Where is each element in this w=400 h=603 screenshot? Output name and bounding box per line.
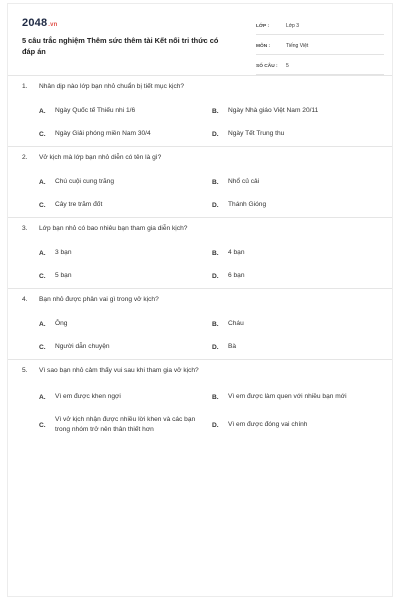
option-letter: A. <box>39 393 46 401</box>
option-text: Ngày Tết Trung thu <box>228 130 285 137</box>
option-text: Người dẫn chuyện <box>55 343 110 350</box>
option-letter: D. <box>212 272 219 280</box>
option-letter: D. <box>212 130 219 138</box>
option-letter: B. <box>212 107 219 115</box>
option-text: 3 bạn <box>55 249 72 256</box>
option-letter: B. <box>212 178 219 186</box>
meta-value: Tiếng Việt <box>286 43 309 49</box>
option-b[interactable] <box>212 248 382 258</box>
option-d[interactable] <box>212 342 382 352</box>
divider <box>8 288 392 289</box>
option-letter: A. <box>39 249 46 257</box>
question-text <box>22 152 378 164</box>
question-2 <box>22 152 378 209</box>
option-letter: C. <box>39 272 46 280</box>
option-text: Vì em được khen ngợi <box>55 393 121 400</box>
option-text: Vì em được làm quen với nhiều bạn mới <box>228 393 347 400</box>
option-text: Cây tre trăm đốt <box>55 201 103 208</box>
option-text: 6 bạn <box>228 272 245 279</box>
divider <box>8 146 392 147</box>
option-b[interactable] <box>212 177 382 187</box>
option-text: Cháu <box>228 320 244 327</box>
site-logo[interactable] <box>22 17 58 29</box>
option-text: 5 bạn <box>55 272 72 279</box>
option-text: Ngày Giải phóng miền Nam 30/4 <box>55 130 151 137</box>
option-c[interactable] <box>39 129 209 139</box>
question-4 <box>22 294 378 351</box>
logo-text: 2048 <box>22 17 48 29</box>
question-number: 5. <box>22 367 28 374</box>
document-title: 5 câu trắc nghiệm Thêm sức thêm tài Kết nối tri thức có đáp án <box>22 36 219 56</box>
option-a[interactable] <box>39 106 209 116</box>
option-text: Bà <box>228 343 237 350</box>
question-number: 3. <box>22 225 28 232</box>
option-text: Nhổ củ cải <box>228 178 260 185</box>
question-text <box>22 223 378 235</box>
question-3 <box>22 223 378 280</box>
option-letter: C. <box>39 343 46 351</box>
question-5 <box>22 365 378 433</box>
question-prompt: Lớp bạn nhỏ có bao nhiêu bạn tham gia diễn kịch? <box>39 225 188 232</box>
question-prompt: Vở kịch mà lớp bạn nhỏ diễn có tên là gì? <box>39 154 162 161</box>
option-letter: A. <box>39 320 46 328</box>
meta-subject <box>256 38 384 55</box>
meta-label: LỚP : <box>256 23 270 29</box>
option-c[interactable] <box>39 342 209 352</box>
question-prompt: Nhân dịp nào lớp bạn nhỏ chuẩn bị tiết mục kịch? <box>39 83 185 90</box>
option-text: Chú cuội cung trăng <box>55 178 115 185</box>
divider <box>8 217 392 218</box>
divider <box>8 359 392 360</box>
option-text: 4 bạn <box>228 249 245 256</box>
option-letter: D. <box>212 343 219 351</box>
meta-label: MÔN : <box>256 43 271 49</box>
option-c[interactable] <box>39 415 199 435</box>
question-number: 2. <box>22 154 28 161</box>
meta-grade <box>256 18 384 35</box>
question-number: 1. <box>22 83 28 90</box>
option-text: Ngày Nhà giáo Việt Nam 20/11 <box>228 107 319 114</box>
option-text: Vì vở kịch nhận được nhiều lời khen và các bạn trong nhóm trở nên thân thiết hơn <box>55 416 196 433</box>
option-text: Thánh Gióng <box>228 201 267 208</box>
option-letter: A. <box>39 107 46 115</box>
option-letter: D. <box>212 421 219 429</box>
option-a[interactable] <box>39 319 209 329</box>
question-prompt: Bạn nhỏ được phân vai gì trong vở kịch? <box>39 296 159 303</box>
option-letter: C. <box>39 130 46 138</box>
worksheet-header <box>8 4 392 68</box>
question-prompt: Vì sao bạn nhỏ cảm thấy vui sau khi tham gia vở kịch? <box>39 367 199 374</box>
option-letter: A. <box>39 178 46 186</box>
question-1 <box>22 81 378 138</box>
meta-info <box>256 18 384 78</box>
option-d[interactable] <box>212 271 382 281</box>
option-letter: B. <box>212 320 219 328</box>
meta-value: 5 <box>286 63 289 69</box>
option-a[interactable] <box>39 177 209 187</box>
option-c[interactable] <box>39 200 209 210</box>
option-text: Vì em được đóng vai chính <box>228 421 308 428</box>
worksheet-page <box>7 3 393 597</box>
question-number: 4. <box>22 296 28 303</box>
divider <box>8 75 392 76</box>
option-b[interactable] <box>212 319 382 329</box>
option-d[interactable] <box>212 200 382 210</box>
option-letter: B. <box>212 249 219 257</box>
option-d[interactable] <box>212 420 382 430</box>
option-b[interactable] <box>212 392 382 402</box>
option-text: Ngày Quốc tế Thiếu nhi 1/6 <box>55 107 136 114</box>
logo-suffix: .vn <box>48 22 58 28</box>
question-text <box>22 294 378 306</box>
question-text <box>22 81 378 93</box>
option-b[interactable] <box>212 106 382 116</box>
option-c[interactable] <box>39 271 209 281</box>
option-letter: B. <box>212 393 219 401</box>
option-letter: D. <box>212 201 219 209</box>
option-text: Ông <box>55 320 68 327</box>
question-text <box>22 365 378 377</box>
meta-label: SỐ CÂU : <box>256 63 278 69</box>
option-letter: C. <box>39 201 46 209</box>
option-d[interactable] <box>212 129 382 139</box>
option-a[interactable] <box>39 392 209 402</box>
option-letter: C. <box>39 421 46 429</box>
meta-question-count <box>256 58 384 75</box>
option-a[interactable] <box>39 248 209 258</box>
meta-value: Lớp 3 <box>286 23 300 29</box>
